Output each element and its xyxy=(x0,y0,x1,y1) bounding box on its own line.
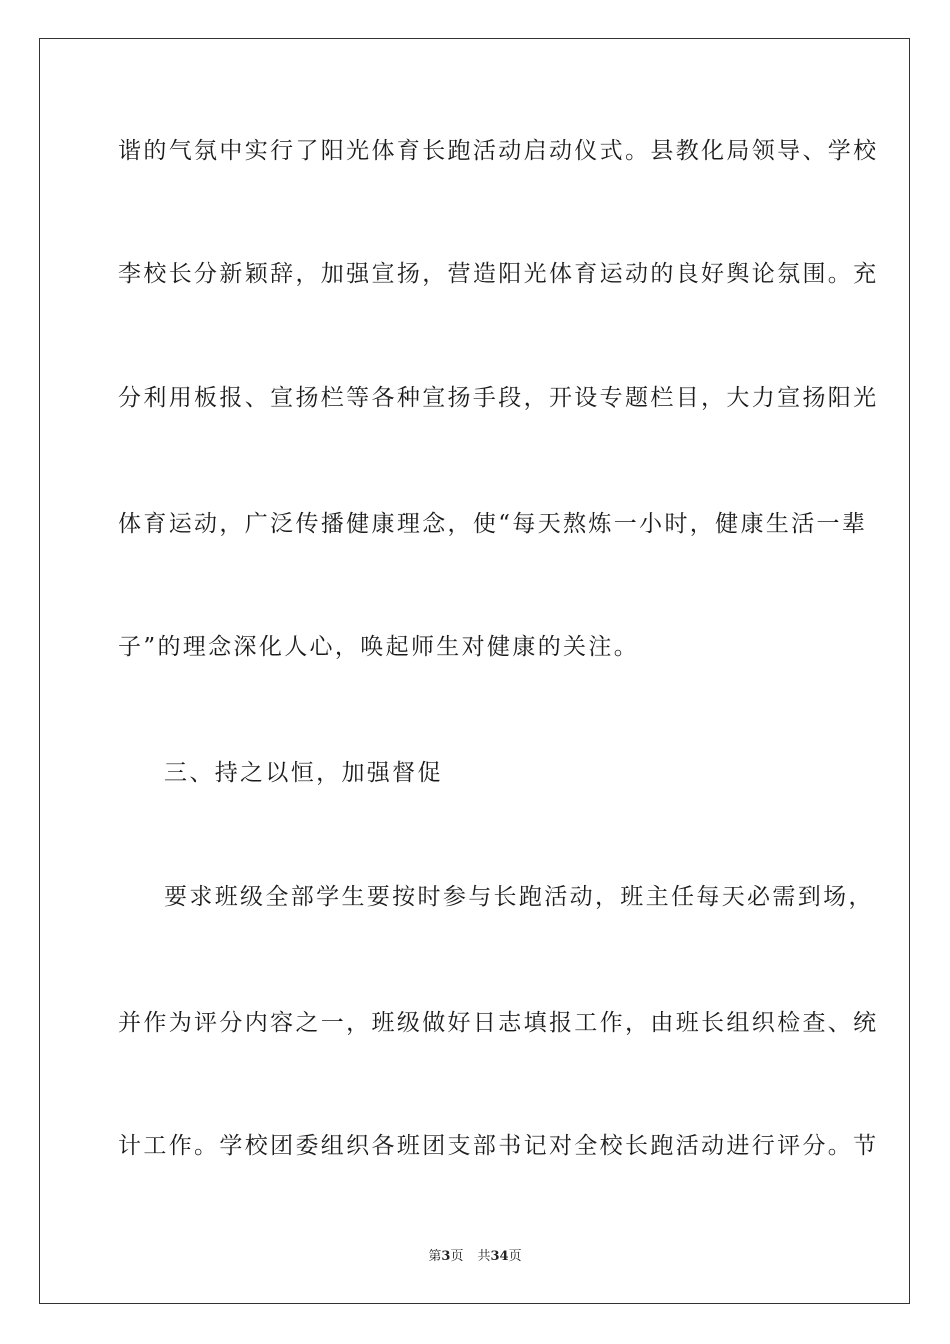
page-footer xyxy=(0,1248,950,1266)
total-prefix: 共 xyxy=(477,1249,491,1264)
page-suffix: 页 xyxy=(450,1249,464,1264)
para2-line-3: 计工作。学校团委组织各班团支部书记对全校长跑活动进行评分。节 xyxy=(118,1133,879,1159)
para2-line-1: 要求班级全部学生要按时参与长跑活动，班主任每天必需到场， xyxy=(164,884,874,910)
section-heading: 三、持之以恒，加强督促 xyxy=(164,760,443,786)
page-number: 3 xyxy=(441,1249,451,1264)
body-line-3: 分利用板报、宣扬栏等各种宣扬手段，开设专题栏目，大力宣扬阳光 xyxy=(118,385,879,411)
total-pages: 34 xyxy=(490,1249,509,1264)
page-border xyxy=(39,38,910,1304)
body-line-1: 谐的气氛中实行了阳光体育长跑活动启动仪式。县教化局领导、学校 xyxy=(118,138,879,164)
body-line-4: 体育运动，广泛传播健康理念，使“每天熬炼一小时，健康生活一辈 xyxy=(118,511,868,537)
total-suffix: 页 xyxy=(508,1249,522,1264)
body-line-2: 李校长分新颖辞，加强宣扬，营造阳光体育运动的良好舆论氛围。充 xyxy=(118,261,879,287)
para2-line-2: 并作为评分内容之一，班级做好日志填报工作，由班长组织检查、统 xyxy=(118,1010,879,1036)
body-line-5: 子”的理念深化人心，唤起师生对健康的关注。 xyxy=(118,634,640,660)
page-prefix: 第 xyxy=(428,1249,442,1264)
